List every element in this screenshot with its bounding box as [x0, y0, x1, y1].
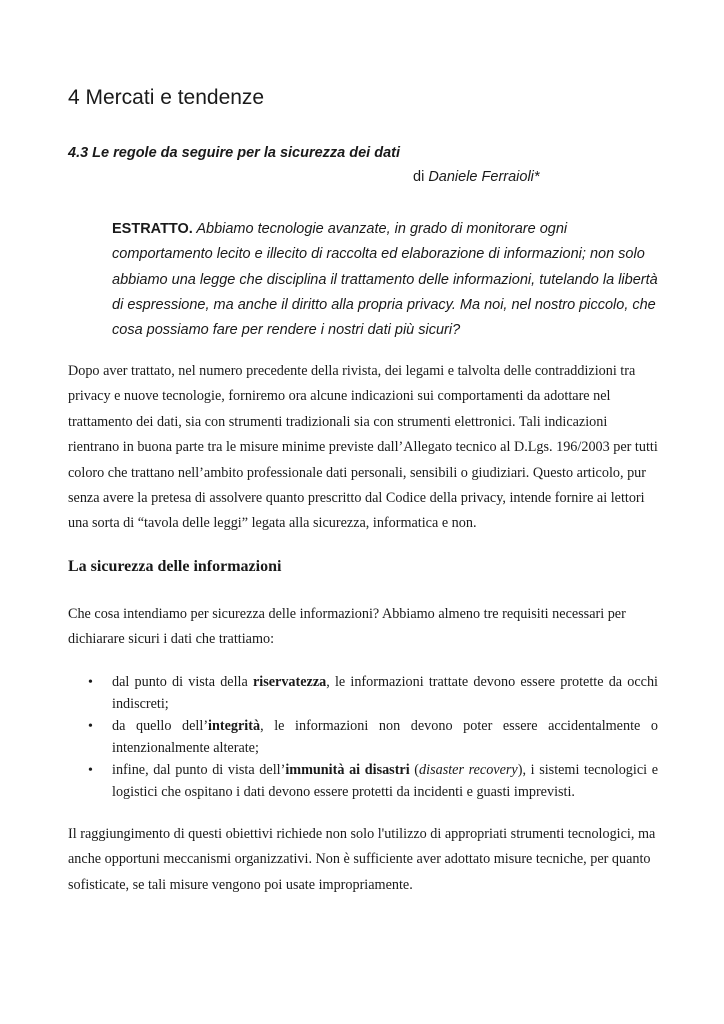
abstract-label: ESTRATTO.: [112, 221, 193, 237]
bullet-icon: •: [88, 675, 93, 690]
list-item: [68, 672, 658, 715]
bullet-icon: •: [88, 719, 93, 735]
abstract: [112, 217, 660, 343]
subheading: La sicurezza delle informazioni: [68, 558, 282, 575]
conclusion-paragraph: Il raggiungimento di questi obiettivi richiede non solo l'utilizzo di appropriati strumenti tecnologici, ma anche opportuni meccanismi organizzativi. Non è sufficiente aver adottato misure tecniche, per quanto sofisticate, se tali misure vengono poi usate impropriamente.: [68, 826, 656, 893]
bullet-icon: •: [88, 763, 93, 779]
list-item-text: , le informazioni trattate devono essere protette da occhi indiscreti;: [112, 674, 658, 712]
list-item: [68, 760, 658, 803]
list-item: [68, 716, 658, 759]
list-item-text: , le informazioni non devono poter essere accidentalmente o intenzionalmente alterate;: [112, 718, 658, 756]
section-title: 4.3 Le regole da seguire per la sicurezza dei dati: [68, 145, 401, 161]
author-name: Daniele Ferraioli*: [428, 169, 540, 185]
list-item-text: ), i sistemi tecnologici e logistici che ospitano i dati devono essere protetti da incidenti e guasti imprevisti.: [112, 762, 659, 800]
list-item-text: da quello dell’: [112, 718, 209, 735]
list-item-text: (: [409, 762, 420, 779]
list-item-text: dal punto di vista della: [112, 674, 253, 690]
list-item-text: infine, dal punto di vista dell’: [112, 762, 286, 779]
chapter-title: 4 Mercati e tendenze: [68, 86, 265, 109]
byline-prefix: di: [413, 169, 425, 185]
list-item-keyword: riservatezza: [252, 674, 327, 690]
requirements-list: [68, 672, 658, 805]
question-paragraph: Che cosa intendiamo per sicurezza delle informazioni? Abbiamo almeno tre requisiti necessari per dichiarare sicuri i dati che trattiamo:: [68, 606, 626, 648]
abstract-text: Abbiamo tecnologie avanzate, in grado di monitorare ogni comportamento lecito e illecito di raccolta ed elaborazione di informazioni; non solo abbiamo una legge che disciplina il trattamento delle informazioni, tutelando la libertà di espressione, ma anche il diritto alla propria privacy. Ma noi, nel nostro piccolo, che cosa possiamo fare per rendere i nostri dati più sicuri?: [112, 221, 658, 339]
list-item-italic: disaster recovery: [419, 762, 518, 779]
list-item-keyword: immunità ai disastri: [285, 762, 410, 779]
intro-paragraph: Dopo aver trattato, nel numero precedente della rivista, dei legami e talvolta delle contraddizioni tra privacy e nuove tecnologie, forniremo ora alcune indicazioni sui comportamenti da adottare nel trattamento dei dati, sia con strumenti tradizionali sia con strumenti elettronici. Tali indicazioni rientrano in buona parte tra le misure minime previste dall’Allegato tecnico al D.Lgs. 196/2003 per tutti coloro che trattano nell’ambito professionale dati personali, sensibili o giudiziari. Questo articolo, pur senza avere la pretesa di assolvere quanto prescritto dal Codice della privacy, intende fornire ai lettori una sorta di “tavola delle leggi” legata alla sicurezza, informatica e non.: [68, 363, 658, 532]
byline: [413, 167, 540, 187]
list-item-keyword: integrità: [208, 718, 261, 735]
